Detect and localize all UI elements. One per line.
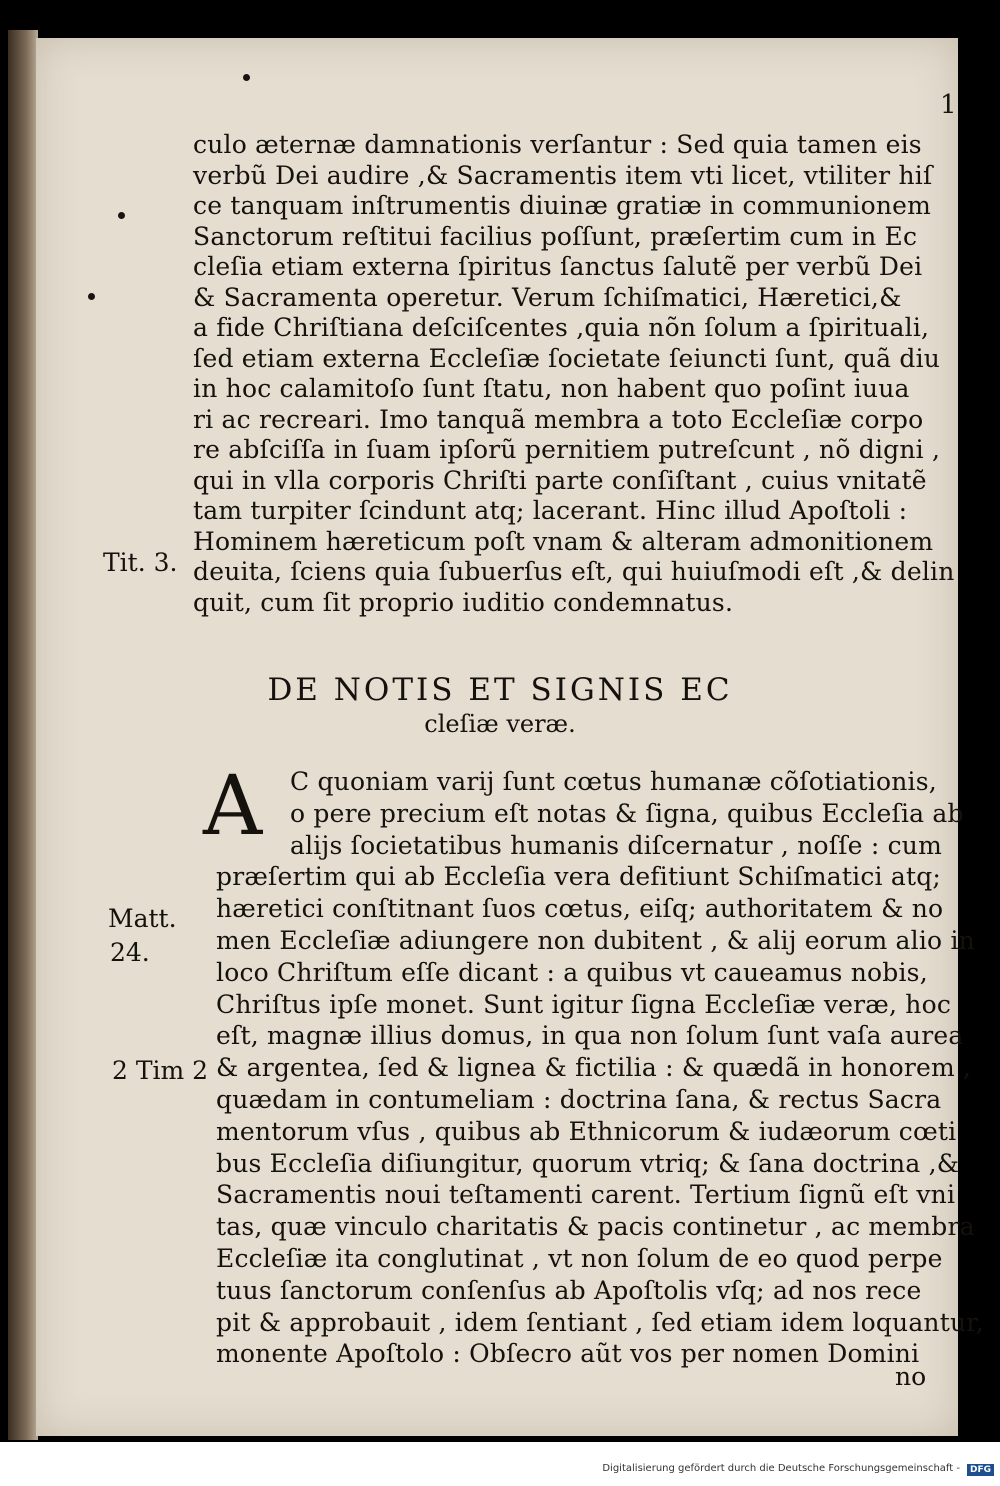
text-line: tuus ſanctorum conſenſus ab Apoſtolis vſq; ad nos rece [216, 1275, 922, 1305]
text-line: cleſia etiam externa ſpiritus ſanctus ſalutẽ per verbũ Dei [193, 252, 923, 281]
text-line: & Sacramenta operetur. Verum ſchiſmatici, Hæretici,& [193, 282, 902, 312]
text-line: qui in vlla corporis Chriſti parte conſiſtant , cuius vnitatẽ [193, 465, 927, 495]
margin-note-timothy: 2 Tim 2 [112, 1056, 209, 1085]
text-line: culo æternæ damnationis verſantur : Sed quia tamen eis [193, 130, 922, 159]
funding-note: Digitalisierung gefördert durch die Deutsche Forschungsgemeinschaft - [602, 1463, 960, 1474]
drop-capital: A [203, 759, 263, 854]
margin-note-matthew: Matt. [108, 904, 177, 933]
text-line: C quoniam varij ſunt cœtus humanæ cõſotiationis, [290, 767, 937, 796]
text-line: ſed etiam externa Eccleſiæ ſocietate ſeiuncti ſunt, quã diu [193, 343, 941, 373]
text-line: eſt, magnæ illius domus, in qua non ſolum ſunt vaſa aurea [216, 1021, 964, 1051]
section-heading: DE NOTIS ET SIGNIS EC [267, 672, 733, 708]
text-line: tas, quæ vinculo charitatis & pacis continetur , ac membra [216, 1212, 975, 1242]
text-line: tam turpiter ſcindunt atq; lacerant. Hinc illud Apoſtoli : [193, 496, 908, 525]
dfg-logo: DFG [967, 1464, 994, 1476]
text-line: & argentea, ſed & lignea & fictilia : & quædã in honorem , [216, 1053, 972, 1083]
text-line: deuita, ſciens quia ſubuerſus eſt, qui huiuſmodi eſt ,& delin [193, 557, 955, 586]
margin-note-titus: Tit. 3. [103, 548, 178, 577]
text-line: Chriſtus ipſe monet. Sunt igitur ſigna Eccleſiæ veræ, hoc [216, 989, 952, 1019]
text-line: quit, cum ſit proprio iuditio condemnatus. [193, 587, 734, 617]
text-line: in hoc calamitoſo ſunt ſtatu, non habent quo poſint iuua [193, 374, 910, 403]
text-line: hæretici conſtitnant ſuos cœtus, eiſq; authoritatem & no [216, 894, 944, 924]
section-heading-continued: cleſiæ veræ. [424, 710, 576, 738]
ink-dot [243, 74, 250, 81]
text-line: alijs ſocietatibus humanis diſcernatur , noſſe : cum [290, 830, 943, 860]
text-line: a fide Chriſtiana deſciſcentes ,quia nõn ſolum a ſpirituali, [193, 313, 930, 342]
text-line: loco Chriſtum eſſe dicant : a quibus vt caueamus nobis, [216, 957, 928, 987]
text-line: quædam in contumeliam : doctrina ſana, & rectus Sacra [216, 1085, 942, 1114]
margin-note-matthew-chapter: 24. [110, 938, 150, 967]
page-number: 1 [940, 90, 957, 120]
text-line: monente Apoſtolo : Obſecro aũt vos per nomen Domini [216, 1339, 920, 1369]
text-line: mentorum vſus , quibus ab Ethnicorum & iudæorum cœti [216, 1116, 957, 1146]
ink-dot [118, 212, 125, 219]
text-line: Sacramentis noui teſtamenti carent. Tertium ſignũ eſt vni [216, 1180, 956, 1210]
text-line: o pere precium eſt notas & ſigna, quibus Eccleſia ab [290, 798, 964, 828]
text-line: pit & approbauit , idem ſentiant , ſed etiam idem loquantur, [216, 1307, 984, 1337]
text-line: re abſciſſa in ſuam ipſorũ pernitiem putreſcunt , nõ digni , [193, 435, 941, 464]
text-line: men Eccleſiæ adiungere non dubitent , & alij eorum alio in [216, 926, 975, 955]
text-line: præſertim qui ab Eccleſia vera defitiunt Schiſmatici atq; [216, 862, 942, 892]
text-line: ce tanquam inſtrumentis diuinæ gratiæ in communionem [193, 191, 932, 220]
catchword: no [895, 1362, 927, 1391]
text-line: verbũ Dei audire ,& Sacramentis item vti licet, vtiliter hiſ [193, 160, 933, 190]
ink-dot [88, 293, 95, 300]
text-line: Sanctorum reſtitui facilius poſſunt, præſertim cum in Ec [193, 221, 918, 251]
text-line: Eccleſiæ ita conglutinat , vt non ſolum de eo quod perpe [216, 1244, 943, 1273]
text-line: bus Eccleſia diſiungitur, quorum vtriq; & ſana doctrina ,& [216, 1148, 960, 1178]
footer-bar [0, 1442, 1000, 1486]
text-line: Hominem hæreticum poſt vnam & alteram admonitionem [193, 526, 934, 556]
text-line: ri ac recreari. Imo tanquã membra a toto Eccleſiæ corpo [193, 404, 924, 434]
